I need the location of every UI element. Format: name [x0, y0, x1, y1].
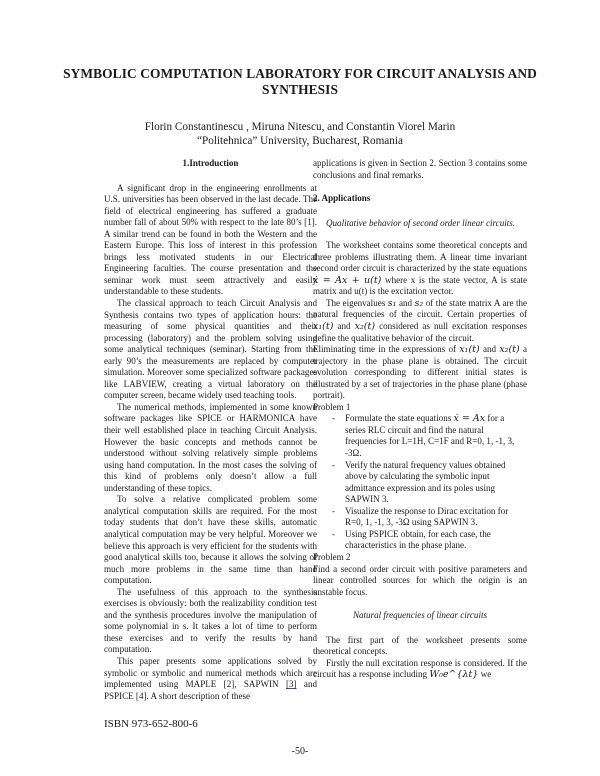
intro-paragraph-1: A significant drop in the engineering enrollments at U.S. universities has been observed in the last decade. The field of electrical engineering has suffered a graduate number fall of about 50% with respect to the late 80’s [1]. A similar trend can be found in both the Western and the Eastern Europe. This loss of interest in this profession brings less motivated students in our Electrical Engineering faculties. The course presentation and the seminar work must seem attractively and easily understandable to these students. [104, 182, 317, 297]
section-heading-applications [313, 193, 527, 205]
affiliation-line: “Politehnica” University, Bucharest, Romania [197, 135, 403, 147]
isbn-footer: ISBN 973-652-800-6 [104, 718, 198, 730]
paper-title: SYMBOLIC COMPUTATION LABORATORY FOR CIRCUIT ANALYSIS AND SYNTHESIS [63, 66, 537, 97]
left-column [104, 158, 317, 702]
list-item [332, 413, 527, 459]
math-xdot-ax: ẋ = Ax [453, 413, 486, 425]
p6-text-b: and PSPICE [4]. A short description of these [104, 679, 317, 701]
li1-text-a: Formulate the state equations [345, 413, 452, 424]
page-number: -50- [291, 746, 309, 757]
authors-line: Florin Constantinescu , Miruna Nitescu, and Constantin Viorel Marin [144, 121, 456, 133]
and-word: and [398, 297, 413, 308]
li1-text-b: for a series RLC circuit and find the natural frequencies for L=1H, C=1F and R=0, 1, -1, 3, -3Ω. [345, 413, 515, 459]
natural-freq-paragraph-1: The first part of the worksheet presents some theoretical concepts. [313, 634, 527, 657]
list-item: - Visualize the response to Dirac excitation for R=0, 1, -1, 3, -3Ω using SAPWIN 3. [332, 506, 527, 529]
eigen-text-b: of the state matrix A are the natural frequencies of the circuit. Certain properties of [313, 297, 528, 320]
p6-text-a: This paper presents some applications solved by symbolic or symbolic and numerical methods which are implemented using MAPLE [2], SAPWIN [104, 655, 317, 690]
subsection-qualitative-behavior: Qualitative behavior of second order linear circuits. [326, 217, 516, 228]
intro-continuation: applications is given in Section 2. Section 3 contains some conclusions and final remarks. [313, 158, 527, 180]
math-x1t-2: x₁(t) [459, 344, 480, 356]
author-block [60, 120, 540, 148]
eliminating-time-paragraph [313, 344, 527, 402]
intro-paragraph-5: The usefulness of this approach to the synthesis exercises is obviously: both the realizability condition test and the synthesis procedures involve the manipulation of some polynomial in s. It takes a lot of time to perform these exercises and to verify the results by hand computation. [104, 586, 317, 655]
eigen-text-c: considered as null excitation responses define the qualitative behavior of the circuit. [313, 321, 528, 343]
applications-heading-text: 2. Applications [313, 193, 371, 204]
eigenvalues-paragraph [313, 298, 527, 344]
intro-paragraph-4: To solve a relative complicated problem some analytical computation skills are required. For the most today students that don’t have these skills, automatic analytical computation may be very helpful. Moreover we believe this approach is very efficient for the students with good analytical skills too, because it allows the solving of much more problems in the same time than hand computation. [104, 494, 317, 586]
worksheet-paragraph [313, 240, 527, 298]
list-item: - Verify the natural frequency values obtained above by calculating the symbolic input admittance expression and its poles using SAPWIN 3. [332, 460, 527, 506]
and-word-3: and [482, 344, 497, 355]
intro-paragraph-2: The classical approach to teach Circuit Analysis and Synthesis contains two types of application hours: the measuring of some physical quantities and their processing (laboratory) and the problem solving using some analytical techniques (seminar). Starting from the early 90’s the measurements are replaced by computer simulation. Moreover some specialized software packages like LABVIEW, creating a virtual laboratory on the computer screen, became widely used teaching tools. [104, 298, 317, 401]
problem-2-text: Find a second order circuit with positive parameters and linear controlled sources for which the origin is an unstable focus. [313, 563, 527, 597]
math-x2t-2: x₂(t) [499, 344, 520, 356]
elim-text-b: a trajectory in the phase plane is obtained. The circuit evolution corresponding to different initial states is illustrated by a set of trajectories in the phase plane (phase portrait). [313, 344, 528, 401]
subsection-natural-frequencies: Natural frequencies of linear circuits [352, 610, 487, 621]
eigen-text-a: The eigenvalues [326, 297, 386, 308]
we-word: we [480, 669, 492, 680]
state-vector-text: where x is the state vector, A is state matrix and u(t) is the excitation vector. [313, 274, 527, 297]
math-x2t: x₂(t) [354, 321, 376, 333]
problem-2-label: Problem 2 [313, 551, 351, 562]
worksheet-text: The worksheet contains some theoretical concepts and three problems illustrating them. A linear time invariant second order circuit is characterized by the state equations [313, 240, 527, 274]
math-s1: s₁ [387, 297, 397, 309]
right-column [313, 158, 527, 681]
math-s2: s₂ [414, 297, 424, 309]
problem-1-list [313, 413, 527, 552]
and-word-2: and [337, 321, 351, 332]
intro-paragraph-3: The numerical methods, implemented in some known software packages like SPICE or HARMONICA have their well established place in teaching Circuit Analysis. However the basic concepts and methods cannot be understood without solving relatively simple problems using hand computation. In the most cases the solving of this kind of problems only doesn’t allow a full understanding of these topics. [104, 401, 317, 493]
nf-text: Firstly the null excitation response is considered. If the circuit has a response including [313, 657, 527, 680]
state-equation: ẋ = Ax + u(t) [313, 274, 382, 286]
math-response: W₀e^{λt} [429, 669, 479, 681]
section-heading-introduction: 1.Introduction [182, 158, 239, 168]
math-x1t: x₁(t) [313, 321, 334, 333]
elim-text-a: Eliminating time in the expressions of [313, 344, 456, 355]
list-item: - Using PSPICE obtain, for each case, the characteristics in the phase plane. [332, 529, 527, 552]
reference-link-3[interactable]: [3] [285, 679, 297, 690]
problem-1-label: Problem 1 [313, 401, 351, 412]
intro-paragraph-6 [104, 656, 317, 702]
natural-freq-paragraph-2 [313, 658, 527, 681]
